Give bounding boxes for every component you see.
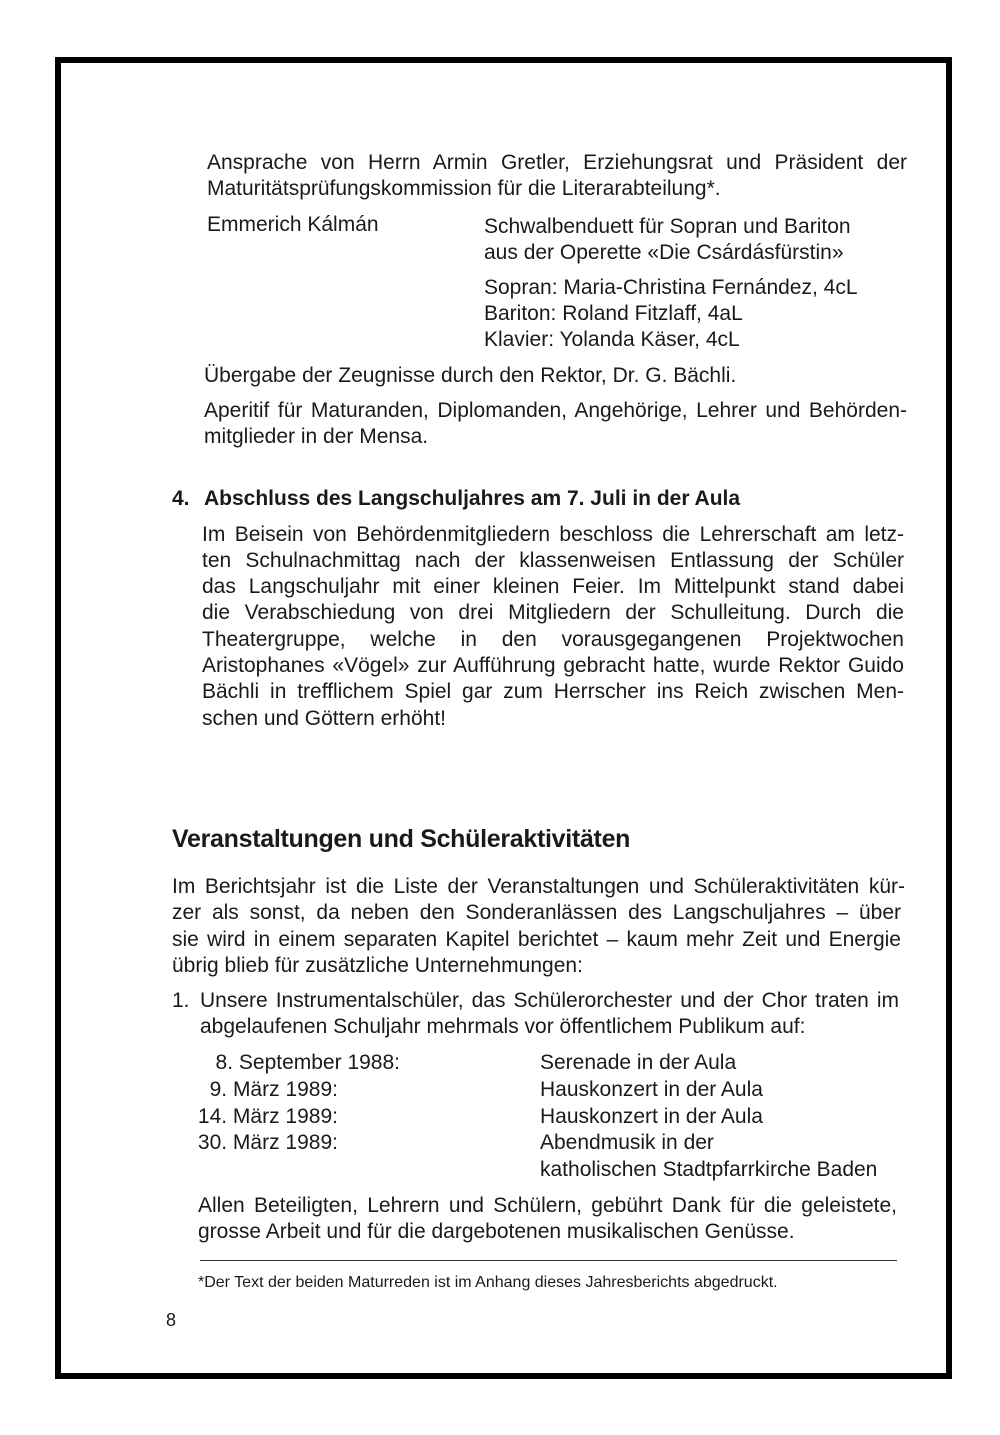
item-1-line-1: Unsere Instrumentalschüler, das Schülerorchester und der Chor traten im (200, 989, 899, 1012)
event-desc: Abendmusik in der (540, 1131, 714, 1154)
intro-line-2: zer als sonst, da neben den Sonderanlässen des Langschuljahres – über (172, 901, 901, 924)
scan-border-right (946, 57, 952, 1379)
section-4-line-5: Theatergruppe, welche in den vorausgegangenen Projektwochen (202, 628, 904, 651)
intro-line-1: Im Berichtsjahr ist die Liste der Veranstaltungen und Schüleraktivitäten kür- (172, 875, 905, 898)
event-desc-continuation: katholischen Stadtpfarrkirche Baden (540, 1158, 878, 1181)
footnote: *Der Text der beiden Maturreden ist im Anhang dieses Jahresberichts abgedruckt. (198, 1274, 778, 1291)
section-4-title: Abschluss des Langschuljahres am 7. Juli in der Aula (204, 487, 741, 510)
piece-line-1: Schwalbenduett für Sopran und Bariton (484, 215, 851, 238)
section-4-line-2: ten Schulnachmittag nach der klassenweisen Entlassung der Schüler (202, 549, 904, 572)
section-4-line-1: Im Beisein von Behördenmitgliedern beschloss die Lehrerschaft am letz- (202, 523, 904, 546)
event-desc: Hauskonzert in der Aula (540, 1078, 763, 1101)
scan-border-top (55, 57, 952, 63)
uebergabe-line: Übergabe der Zeugnisse durch den Rektor, Dr. G. Bächli. (204, 364, 737, 387)
section-heading: Veranstaltungen und Schüleraktivitäten (172, 825, 631, 853)
event-date: 30. März 1989: (197, 1131, 338, 1154)
section-4-line-8: schen und Göttern erhöht! (202, 707, 446, 730)
section-4-line-6: Aristophanes «Vögel» zur Aufführung gebracht hatte, wurde Rektor Guido (202, 654, 904, 677)
performer-klavier: Klavier: Yolanda Käser, 4cL (484, 328, 740, 351)
section-4-number: 4. (172, 487, 190, 510)
performer-sopran: Sopran: Maria-Christina Fernández, 4cL (484, 276, 858, 299)
thanks-line-1: Allen Beteiligten, Lehrern und Schülern, gebührt Dank für die geleistete, (198, 1194, 897, 1217)
section-4-line-3: das Langschuljahr mit einer kleinen Feier. Im Mittelpunkt stand dabei (202, 575, 904, 598)
aperitif-line-2: mitglieder in der Mensa. (204, 425, 429, 448)
page-number: 8 (166, 1310, 177, 1330)
composer-name: Emmerich Kálmán (207, 213, 379, 236)
event-desc: Serenade in der Aula (540, 1051, 737, 1074)
ansprache-line-2: Maturitätsprüfungskommission für die Literarabteilung*. (207, 177, 721, 200)
scan-border-bottom (55, 1373, 952, 1379)
intro-line-4: übrig blieb für zusätzliche Unternehmungen: (172, 954, 583, 977)
item-1-line-2: abgelaufenen Schuljahr mehrmals vor öffentlichem Publikum auf: (200, 1015, 806, 1038)
intro-line-3: sie wird in einem separaten Kapitel berichtet – kaum mehr Zeit und Energie (172, 928, 901, 951)
piece-line-2: aus der Operette «Die Csárdásfürstin» (484, 241, 844, 264)
scan-border-left (55, 57, 61, 1379)
event-date: 9. März 1989: (209, 1078, 338, 1101)
ansprache-line-1: Ansprache von Herrn Armin Gretler, Erziehungsrat und Präsident der (207, 151, 907, 174)
aperitif-line-1: Aperitif für Maturanden, Diplomanden, Angehörige, Lehrer und Behörden- (204, 399, 907, 422)
event-date: 14. März 1989: (197, 1105, 338, 1128)
section-4-line-7: Bächli in trefflichem Spiel gar zum Herrscher ins Reich zwischen Men- (202, 680, 904, 703)
thanks-line-2: grosse Arbeit und für die dargebotenen musikalischen Genüsse. (198, 1220, 795, 1243)
item-1-number: 1. (172, 989, 190, 1012)
event-date: 8. September 1988: (215, 1051, 400, 1074)
performer-bariton: Bariton: Roland Fitzlaff, 4aL (484, 302, 743, 325)
event-desc: Hauskonzert in der Aula (540, 1105, 763, 1128)
section-4-line-4: die Verabschiedung von drei Mitgliedern der Schulleitung. Durch die (202, 601, 904, 624)
footnote-rule (200, 1260, 897, 1261)
